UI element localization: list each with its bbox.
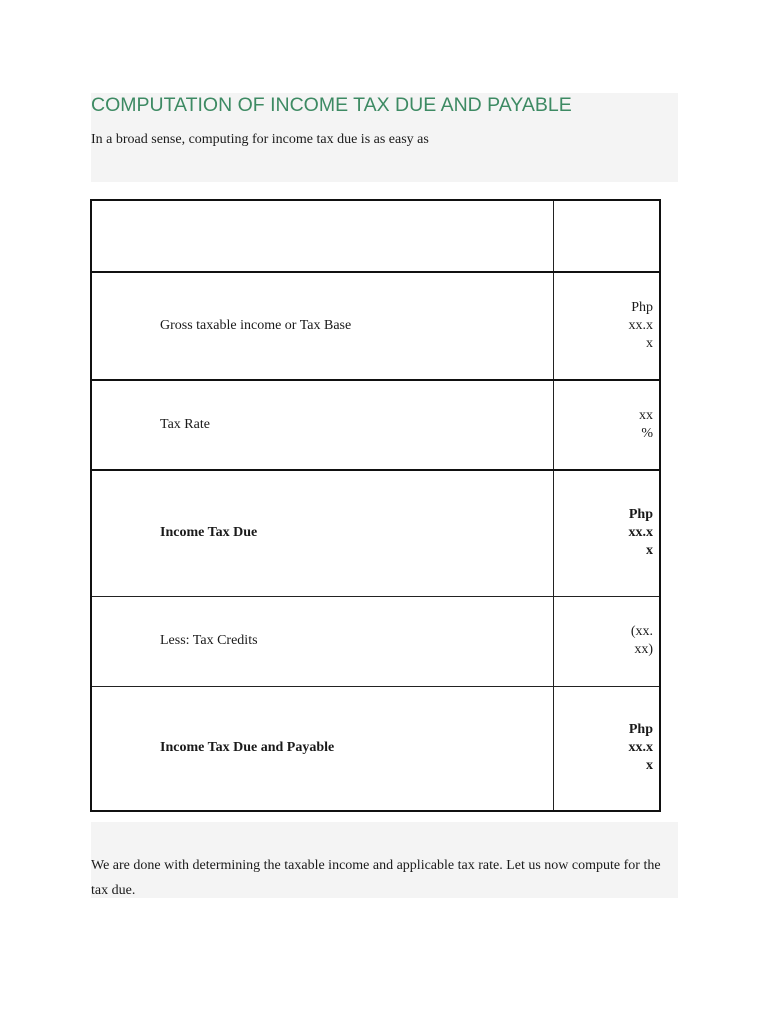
table-row-tax-rate xyxy=(91,380,660,470)
outro-paragraph: We are done with determining the taxable income and applicable tax rate. Let us now compute for the tax due. xyxy=(91,858,661,898)
table-cell-amount xyxy=(554,272,661,380)
table-cell-amount xyxy=(554,686,661,811)
table-row-tax-credits xyxy=(91,596,660,686)
amount-text: Php xx.xx xyxy=(628,300,653,351)
tax-computation-table xyxy=(90,199,661,812)
table-cell-label xyxy=(91,200,554,272)
table-row-tax-due-payable xyxy=(91,686,660,811)
table-cell-amount xyxy=(554,200,661,272)
page-title: COMPUTATION OF INCOME TAX DUE AND PAYABLE xyxy=(91,94,572,116)
outro-section xyxy=(91,822,678,898)
table-row-income-tax-due xyxy=(91,470,660,596)
intro-paragraph: In a broad sense, computing for income tax due is as easy as xyxy=(91,132,429,147)
table-cell-amount xyxy=(554,596,661,686)
table-cell-label: Less: Tax Credits xyxy=(91,596,554,686)
amount-text: xx % xyxy=(639,408,653,441)
table-row-header xyxy=(91,200,660,272)
table-cell-amount xyxy=(554,380,661,470)
table-cell-label: Tax Rate xyxy=(91,380,554,470)
table-cell-amount xyxy=(554,470,661,596)
table-cell-label: Income Tax Due xyxy=(91,470,554,596)
amount-text: Php xx.xx xyxy=(628,507,653,559)
intro-section xyxy=(91,93,678,182)
table-row-gross-income xyxy=(91,272,660,380)
amount-text: Php xx.xx xyxy=(628,722,653,774)
table-cell-label: Gross taxable income or Tax Base xyxy=(91,272,554,380)
amount-text: (xx.xx) xyxy=(630,624,653,657)
table-cell-label: Income Tax Due and Payable xyxy=(91,686,554,811)
